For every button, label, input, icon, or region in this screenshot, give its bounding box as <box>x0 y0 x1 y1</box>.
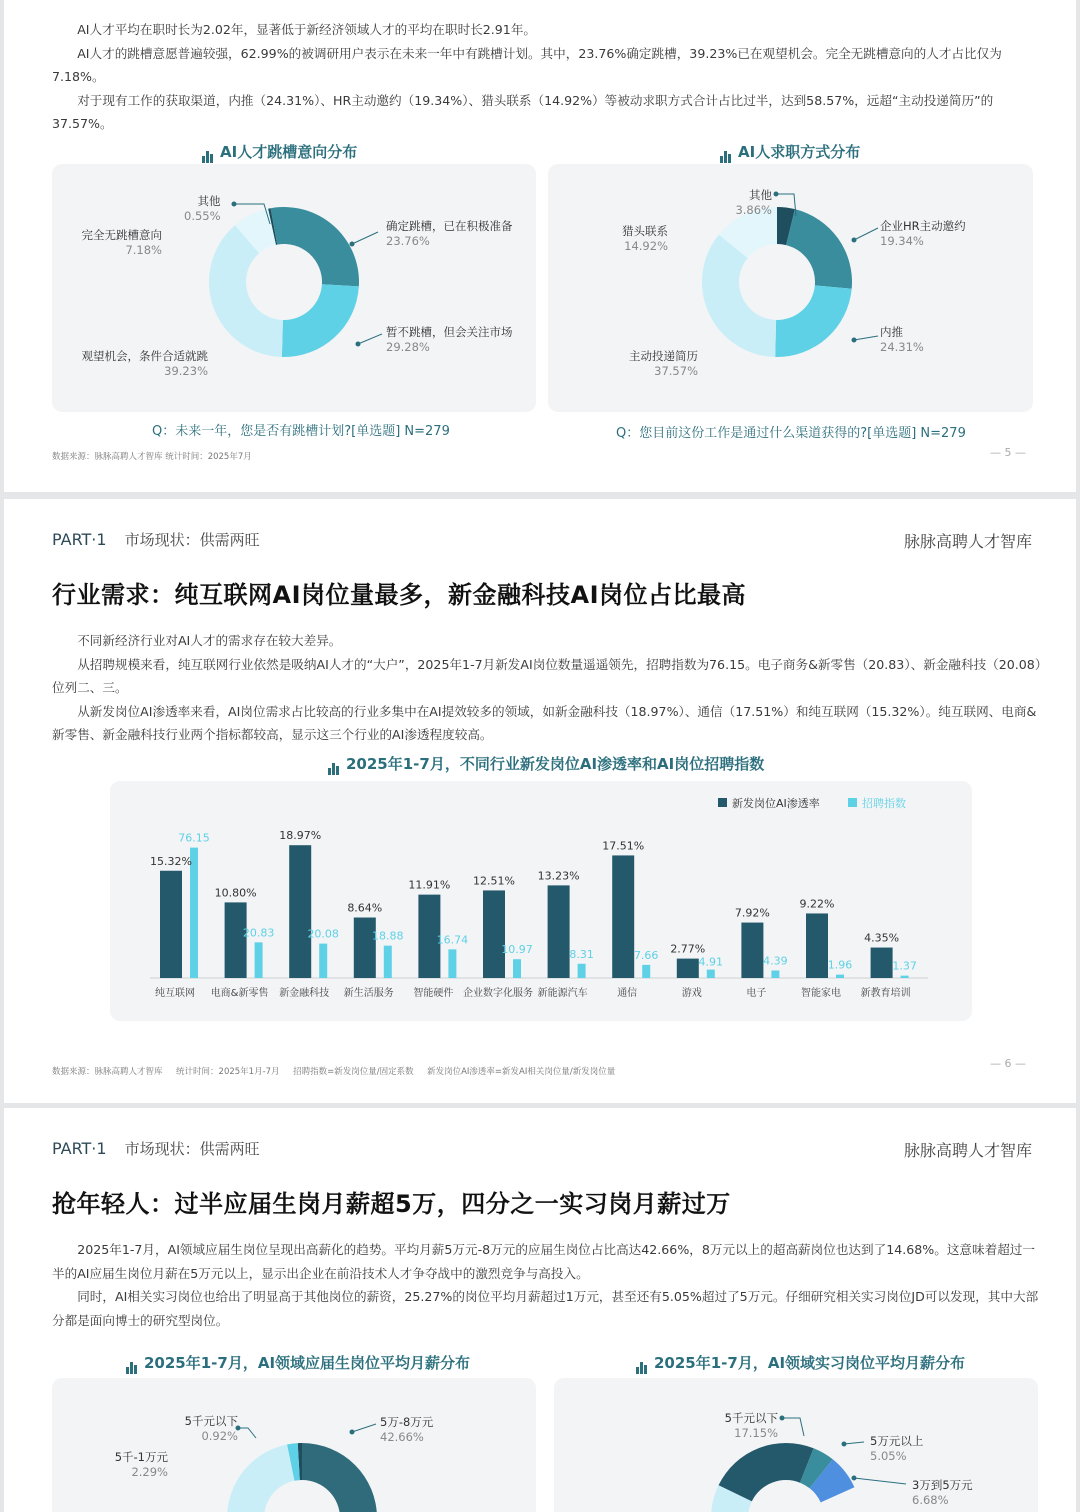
bar-penetration <box>677 959 699 978</box>
slice-label-wait-opportunity: 观望机会，条件合适就跳 39.23% <box>81 349 208 378</box>
category-label: 纯互联网 <box>155 988 195 999</box>
donut-slice-apply <box>702 235 776 357</box>
category-label: 电商&新零售 <box>210 988 269 999</box>
data-label-index: 18.88 <box>372 929 404 943</box>
data-label-penetration: 11.91% <box>408 878 451 892</box>
category-label: 新金融科技 <box>279 988 330 999</box>
data-label-penetration: 7.92% <box>734 906 770 920</box>
donut-slice-definitely-leave <box>271 207 359 286</box>
bar-penetration <box>225 902 247 978</box>
slice-label-hr-invite: 企业HR主动邀约 19.34% <box>880 219 966 248</box>
bar-chart-icon <box>202 145 214 163</box>
category-label: 新教育培训 <box>860 988 911 999</box>
data-label-penetration: 4.35% <box>864 931 900 945</box>
paragraph: 2025年1-7月，AI领域应届生岗位呈现出高薪化的趋势。平均月薪5万元-8万元的应届生岗位占比高达42.66%，8万元以上的超高薪岗位也达到了14.68%。这意味着超过一半的AI应届生岗位月薪在5万元以上，显示出企业在前沿技术人才争夺战中的激烈竞争与高投入。 <box>52 1242 1035 1281</box>
bar-penetration <box>483 890 505 978</box>
bar-index <box>901 976 909 978</box>
data-label-index: 1.96 <box>827 958 853 972</box>
leader-lines <box>236 1424 376 1438</box>
survey-question-job-hopping: Q：未来一年，您是否有跳槽计划?[单选题] N=279 <box>152 424 450 439</box>
slice-label-3w-5w: 3万到5万元 6.68% <box>912 1478 973 1507</box>
bar-index <box>707 970 715 978</box>
brand-name: 脉脉高聘人才智库 <box>903 1141 1032 1160</box>
data-label-index: 20.83 <box>242 926 275 940</box>
category-label: 智能硬件 <box>413 988 454 999</box>
data-label-penetration: 10.80% <box>214 886 257 900</box>
donut-slice-referral <box>775 285 852 357</box>
brand-name: 脉脉高聘人才智库 <box>903 532 1032 551</box>
category-label: 新生活服务 <box>343 988 394 999</box>
bar-chart-icon <box>126 1356 138 1374</box>
category-label: 通信 <box>617 988 638 999</box>
data-source-footnote: 数据来源：脉脉高聘人才智库 统计时间：2025年7月 <box>52 452 252 462</box>
slice-label-watch-market: 暂不跳槽，但会关注市场 29.28% <box>386 325 513 354</box>
donut-panel-job-channel <box>548 164 1033 412</box>
data-label-index: 16.74 <box>436 933 469 947</box>
bar-penetration <box>548 885 570 978</box>
bar-index <box>384 946 392 978</box>
category-label: 游戏 <box>681 988 702 999</box>
page-title: 行业需求：纯互联网AI岗位量最多，新金融科技AI岗位占比最高 <box>52 581 747 609</box>
data-source-footnote: 数据来源：脉脉高聘人才智库 统计时间：2025年1月-7月 招聘指数=新发岗位量/固定系数 新发岗位AI渗透率=新发AI相关岗位量/新发岗位量 <box>52 1067 616 1077</box>
donut-slice-5w-8w <box>302 1443 377 1512</box>
bar-penetration <box>871 948 893 978</box>
bar-index <box>448 949 456 978</box>
slice-label-below-5k: 5千元以下 17.15% <box>724 1411 778 1440</box>
donut-panel-job-hopping <box>52 164 536 412</box>
bar-chart-icon <box>328 757 340 775</box>
legend-swatch-index <box>848 798 857 807</box>
bar-chart-icon <box>720 145 732 163</box>
data-label-index: 8.31 <box>569 947 594 961</box>
bar-chart-panel <box>110 781 972 1021</box>
page5-body-text <box>52 18 1042 136</box>
slice-label-other: 其他 3.86% <box>735 188 772 217</box>
donut-chart-title-intern-salary: 2025年1-7月，AI领域实习岗位平均月薪分布 <box>636 1352 965 1374</box>
data-label-penetration: 2.77% <box>670 942 706 956</box>
category-label: 企业数字化服务 <box>463 988 533 999</box>
part-header: PART·1 市场现状：供需两旺 <box>52 530 260 549</box>
part-header: PART·1 市场现状：供需两旺 <box>52 1139 260 1158</box>
donut-slice-other-bands <box>227 1445 294 1512</box>
bar-penetration <box>806 913 828 978</box>
bar-penetration <box>354 918 376 978</box>
bar-index <box>836 975 844 978</box>
slice-label-headhunter: 猎头联系 14.92% <box>622 224 668 253</box>
legend-label-penetration: 新发岗位AI渗透率 <box>732 797 820 810</box>
paragraph: 同时，AI相关实习岗位也给出了明显高于其他岗位的薪资，25.27%的岗位平均月薪超过1万元，甚至还有5.05%超过了5万元。仔细研究相关实习岗位JD可以发现，其中大部分都是面向博士的研究型岗位。 <box>52 1289 1039 1328</box>
slice-label-above-5w: 5万元以上 5.05% <box>870 1434 924 1463</box>
bar-index <box>771 970 779 978</box>
bar-penetration <box>289 845 311 978</box>
page-title: 抢年轻人：过半应届生岗月薪超5万，四分之一实习岗月薪过万 <box>52 1190 731 1218</box>
bar-index <box>255 942 263 978</box>
data-label-penetration: 17.51% <box>602 839 645 853</box>
slice-label-referral: 内推 24.31% <box>880 325 924 354</box>
bar-penetration <box>160 871 182 978</box>
data-label-index: 7.66 <box>633 948 659 962</box>
legend-swatch-penetration <box>718 798 727 807</box>
category-label: 电子 <box>746 988 767 999</box>
donut-chart-title-job-channel: AI人求职方式分布 <box>720 141 860 163</box>
report-page-7 <box>4 1108 1076 1512</box>
data-label-index: 76.15 <box>178 831 210 845</box>
legend-label-index: 招聘指数 <box>862 797 906 810</box>
paragraph: 对于现有工作的获取渠道，内推（24.31%）、HR主动邀约（19.34%）、猎头联系（14.92%）等被动求职方式合计占比过半，达到58.57%，远超“主动投递简历”的37.57%。 <box>52 92 994 131</box>
bar-index <box>578 964 586 978</box>
data-label-index: 20.08 <box>307 927 339 941</box>
slice-label-other: 其他 0.55% <box>184 194 221 223</box>
donut-panel-graduate-salary <box>52 1378 536 1512</box>
donut-chart-graduate-salary <box>52 1378 536 1512</box>
page-number: — 6 — <box>990 1057 1026 1070</box>
slice-label-no-intention: 完全无跳槽意向 7.18% <box>81 228 162 257</box>
slice-label-below-5k: 5千元以下 0.92% <box>184 1414 238 1443</box>
paragraph: 从新发岗位AI渗透率来看，AI岗位需求占比较高的行业多集中在AI提效较多的领域，如新金融科技（18.97%）、通信（17.51%）和纯互联网（15.32%）。纯互联网、电商&新零售、新金融科技行业两个指标都较高，显示这三个行业的AI渗透程度较高。 <box>52 703 1037 742</box>
slice-label-apply: 主动投递简历 37.57% <box>629 349 698 378</box>
chart-legend <box>718 796 906 810</box>
data-label-index: 10.97 <box>501 943 533 957</box>
data-label-index: 1.37 <box>892 959 917 973</box>
category-label: 新能源汽车 <box>537 988 588 999</box>
page-number: — 5 — <box>990 446 1026 459</box>
paragraph: AI人才的跳槽意愿普遍较强，62.99%的被调研用户表示在未来一年中有跳槽计划。其中，23.76%确定跳槽，39.23%已在观望机会。完全无跳槽意向的人才占比仅为7.18%。 <box>52 45 1002 84</box>
category-label: 智能家电 <box>801 988 841 999</box>
page7-body-text <box>52 1238 1042 1332</box>
data-label-penetration: 18.97% <box>279 829 322 843</box>
bar-index <box>319 944 327 978</box>
slice-label-5k-1w: 5千-1万元 2.29% <box>114 1450 168 1479</box>
data-label-penetration: 9.22% <box>799 897 835 911</box>
paragraph: AI人才平均在职时长为2.02年，显著低于新经济领域人才的平均在职时长2.91年。 <box>77 22 537 37</box>
donut-slice-hr-invite <box>786 209 852 289</box>
bar-chart <box>110 781 972 1021</box>
report-page-5 <box>4 0 1076 492</box>
slice-label-definitely-leave: 确定跳槽，已在积极准备 23.76% <box>386 219 513 248</box>
bar-chart-icon <box>636 1356 648 1374</box>
data-label-penetration: 12.51% <box>473 874 515 888</box>
donut-chart-title-job-hopping: AI人才跳槽意向分布 <box>202 141 357 163</box>
bar-penetration <box>612 855 634 978</box>
paragraph: 不同新经济行业对AI人才的需求存在较大差异。 <box>77 633 342 648</box>
donut-chart-title-graduate-salary: 2025年1-7月，AI领域应届生岗位平均月薪分布 <box>126 1352 470 1374</box>
data-label-penetration: 8.64% <box>347 901 383 915</box>
paragraph: 从招聘规模来看，纯互联网行业依然是吸纳AI人才的“大户”，2025年1-7月新发AI岗位数量遥遥领先，招聘指数为76.15。电子商务&新零售（20.83）、新金融科技（20.08）位列二、三。 <box>52 656 1042 695</box>
report-page-6 <box>4 499 1076 1103</box>
data-label-penetration: 15.32% <box>150 854 192 868</box>
slice-label-5w-8w: 5万-8万元 42.66% <box>380 1415 434 1444</box>
data-label-index: 4.39 <box>763 954 788 968</box>
bar-index <box>642 965 650 978</box>
page6-body-text <box>52 629 1042 747</box>
data-label-penetration: 13.23% <box>537 869 580 883</box>
donut-panel-intern-salary <box>554 1378 1038 1512</box>
bar-index <box>513 959 521 978</box>
bar-penetration <box>741 923 763 978</box>
bars-layer <box>150 829 917 999</box>
bar-chart-title: 2025年1-7月，不同行业新发岗位AI渗透率和AI岗位招聘指数 <box>328 753 764 775</box>
survey-question-job-channel: Q：您目前这份工作是通过什么渠道获得的?[单选题] N=279 <box>616 426 966 441</box>
donut-slice-watch-market <box>282 284 359 357</box>
data-label-index: 4.91 <box>698 955 724 969</box>
